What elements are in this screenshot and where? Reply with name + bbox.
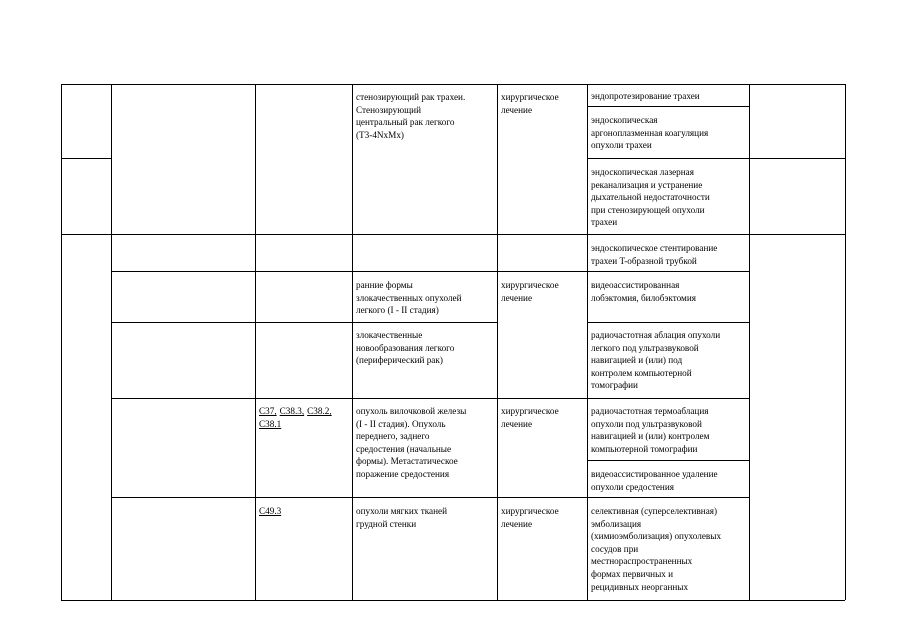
text-line: формах первичных и: [591, 568, 674, 579]
text-line: новообразования легкого: [356, 342, 455, 353]
method-cell: [591, 242, 717, 267]
row-divider: [587, 322, 749, 323]
text-line: трахеи T-образной трубкой: [591, 255, 697, 266]
text-line: компьютерной томографии: [591, 443, 698, 454]
text-line: лечение: [501, 104, 533, 115]
text-line: опухоль вилочковой железы: [356, 406, 467, 416]
icd-code-link[interactable]: C38.1: [259, 418, 282, 429]
table-border-bottom: [61, 600, 845, 601]
diagnosis-cell: [356, 505, 447, 530]
icd-code-link[interactable]: C49.3: [259, 506, 282, 516]
column-divider: [352, 84, 353, 600]
text-line: дыхательной недостаточности: [591, 192, 710, 203]
icd-codes-cell: [259, 505, 284, 518]
icd-code-link[interactable]: C38.3,: [279, 406, 305, 416]
method-cell: [591, 405, 709, 455]
diagnosis-cell: [356, 279, 462, 317]
text-line: селективная (суперселективная): [591, 506, 718, 516]
text-line: опухоли трахеи: [591, 140, 652, 151]
text-line: Стенозирующий: [356, 104, 421, 115]
text-line: стенозирующий рак трахеи.: [356, 92, 466, 102]
method-cell: [591, 505, 721, 593]
column-divider: [749, 84, 750, 600]
text-line: лечение: [501, 418, 533, 429]
text-line: эндоскопическая лазерная: [591, 167, 694, 177]
icd-codes-cell: [259, 405, 335, 430]
method-cell: [591, 166, 710, 229]
text-line: центральный рак легкого: [356, 117, 455, 128]
row-divider: [587, 106, 749, 107]
method-cell: [591, 279, 696, 304]
table-border-left: [61, 84, 62, 600]
text-line: грудной стенки: [356, 518, 417, 529]
text-line: хирургическое: [501, 506, 559, 516]
text-line: [259, 418, 335, 431]
diagnosis-cell: [356, 405, 466, 481]
text-line: опухоли мягких тканей: [356, 506, 448, 516]
text-line: радиочастотная аблация опухоли: [591, 330, 721, 340]
row-divider: [587, 158, 845, 159]
column-divider: [111, 84, 112, 600]
row-divider: [111, 271, 749, 272]
table-border-top: [61, 84, 845, 85]
text-line: хирургическое: [501, 92, 559, 102]
text-line: лечение: [501, 292, 533, 303]
icd-code-link[interactable]: C38.2,: [307, 406, 332, 416]
text-line: эндоскопическое стентирование: [591, 243, 718, 253]
text-line: (I - II стадия). Опухоль: [356, 418, 446, 429]
row-divider: [61, 158, 111, 159]
text-line: переднего, заднего: [356, 431, 430, 442]
text-line: сосудов при: [591, 543, 639, 554]
text-line: видеоассистированная: [591, 280, 680, 290]
row-divider: [111, 398, 749, 399]
treatment-cell: [501, 405, 559, 430]
text-line: опухоли средостения: [591, 481, 674, 492]
text-line: хирургическое: [501, 406, 559, 416]
text-line: рецидивных неорганных: [591, 581, 689, 592]
text-line: трахеи: [591, 217, 618, 228]
text-line: лобэктомия, билобэктомия: [591, 292, 697, 303]
icd-code-link[interactable]: C37,: [259, 406, 277, 416]
row-divider: [111, 497, 749, 498]
text-line: навигацией и (или) под: [591, 355, 683, 366]
text-line: лечение: [501, 518, 533, 529]
treatment-cell: [501, 91, 559, 116]
text-line: радиочастотная термоаблация: [591, 406, 709, 416]
row-divider: [61, 234, 845, 235]
text-line: ранние формы: [356, 280, 413, 290]
diagnosis-cell: [356, 91, 465, 141]
text-line: томографии: [591, 380, 638, 391]
method-cell: [591, 114, 708, 152]
text-line: местнораспространенных: [591, 556, 693, 567]
column-divider: [587, 84, 588, 600]
text-line: хирургическое: [501, 280, 559, 290]
text-line: средостения (начальные: [356, 443, 452, 454]
text-line: легкого под ультразвуковой: [591, 342, 699, 353]
text-line: злокачественные: [356, 330, 423, 340]
text-line: аргоноплазменная коагуляция: [591, 127, 709, 138]
method-cell: [591, 90, 700, 103]
column-divider: [255, 84, 256, 600]
method-cell: [591, 329, 720, 392]
treatment-cell: [501, 279, 559, 304]
method-cell: [591, 468, 718, 493]
column-divider: [497, 84, 498, 600]
text-line: реканализация и устранение: [591, 179, 703, 190]
text-line: опухоли под ультразвуковой: [591, 418, 702, 429]
text-line: [259, 405, 335, 418]
text-line: эмболизация: [591, 518, 642, 529]
text-line: контролем компьютерной: [591, 367, 692, 378]
text-line: формы). Метастатическое: [356, 456, 458, 467]
row-divider: [111, 322, 497, 323]
text-line: при стенозирующей опухоли: [591, 204, 705, 215]
text-line: (T3-4NxMx): [356, 129, 404, 140]
text-line: [259, 505, 284, 518]
text-line: легкого (I - II стадия): [356, 305, 439, 316]
text-line: (химиоэмболизация) опухолевых: [591, 531, 722, 542]
text-line: видеоассистированное удаление: [591, 469, 718, 479]
text-line: навигацией и (или) контролем: [591, 431, 710, 442]
text-line: эндоскопическая: [591, 115, 658, 125]
text-line: (периферический рак): [356, 355, 443, 366]
text-line: злокачественных опухолей: [356, 292, 462, 303]
text-line: поражение средостения: [356, 468, 450, 479]
diagnosis-cell: [356, 329, 454, 367]
treatment-cell: [501, 505, 559, 530]
row-divider: [587, 460, 749, 461]
table-border-right: [845, 84, 846, 600]
text-line: эндопротезирование трахеи: [591, 91, 700, 101]
